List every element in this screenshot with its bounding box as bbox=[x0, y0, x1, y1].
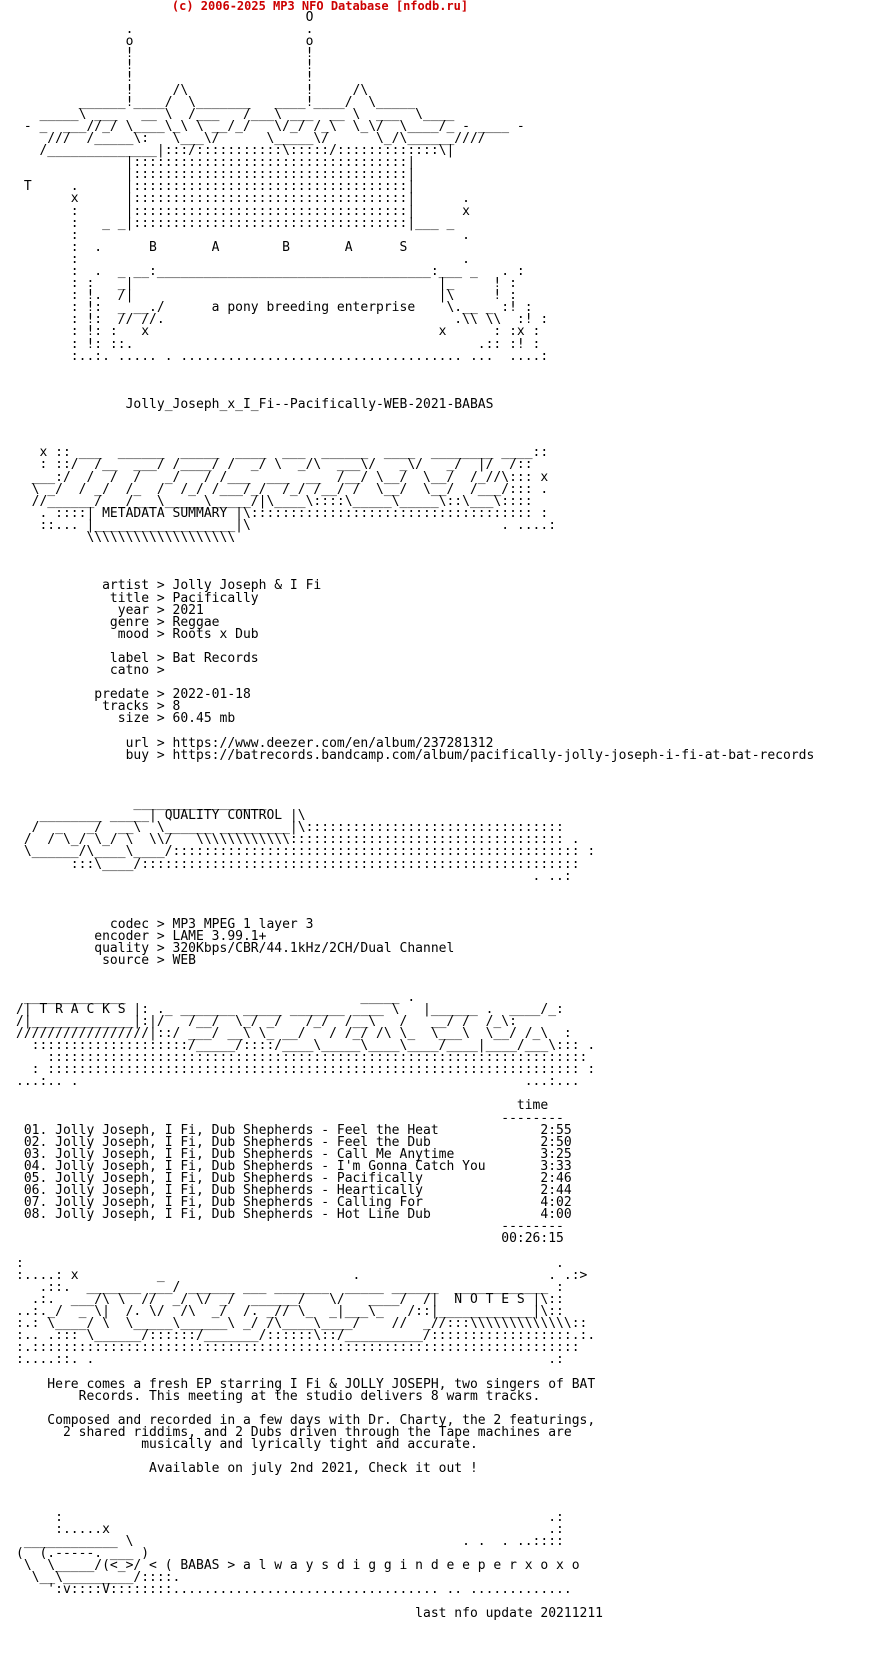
nfo-text: O . . o o ! ! ! ! ! ! ! /\ ! /\ ______!____/ \_______ ____!____/ \_____ _____\ ___ __ \ /___ /___\ ___ __ \ ___ \____ - _ ___//_/ \____\_\ \ __/_/ \/_/ /_\ \_\/ \____/_ - ____ - /// /_____\: \___\/ \_____\/ \_/\______//// /______________|:::/:::::::::::\:::::/:::::::::::::\| |:::::::::::::::::::::::::::::::::::| |:::::::::::::::::::::::::::::::::::| T . |:::::::::::::::::::::::::::::::::::| x |:::::::::::::::::::::::::::::::::::| . : |:::::::::::::::::::::::::::::::::::| x : _ _|:::::::::::::::::::::::::::::::::::|___ _ : . : . B A B A S : . : . _ __:___________________________________:___ _ . : : : _| |_ ! : : !. /| |\ ! : : !: _ __./ a pony breeding enterprise \.__ _ :! : : !: // //. .\\ \\ :! : : !: : x x : :x : : !: ::. .:: :! : :..:. ..... . .................................... ... ....: Jolly_Joseph_x_I_Fi--Pacifically-WEB-2021-BABAS x :: ___ ______ _____ ____ ___ ______ ____ ________ ____:: : ::/ /__ ___/ /____/ / _/ \ _/\ ___\/ _\/ _/ |/ /:: ___:/ / / / _/ / /___ ___ __ /__/ \__/ \__/ /_//\::: x \ _/ / _/ /_ / /_/ /___/_/ /_/ /__/ / \__/ \__/ /___/::: . //______/ /___\_____\_____/|\____\::::\_____\_____\::\___\:::: . ::::| METADATA SUMMARY |\:::::::::::::::::::::::::::::::::::: : ::... |__________________|\ . ....: \\\\\\\\\\\\\\\\\\\ artist > Jolly Joseph & I Fi title > Pacifically year > 2021 genre > Reggae mood > Roots x Dub label > Bat Records catno > predate > 2022-01-18 tracks > 8 size > 60.45 mb url > https://www.deezer.com/en/album/237281312 buy > https://batrecords.bandcamp.com/album/pacifically-jolly-joseph-i-fi-at-bat-records _________________ ________ _____| QUALITY CONTROL |\ / _ _/ __\ \______ _________|\::::::::::::::::::::::::::::::::: / / \_/ \_/ \ \\/ \\\\\\\\\\\\::::::::::::::::::::::::::::::::::: . \______/\____\____/:::::::::::::::::::::::::::::::::::::::::::::::::::: : :::\____/:::::::::::::::::::::::::::::::::::::::::::::::::::::::: . ..: codec > MP3 MPEG 1 layer 3 encoder > LAME 3.99.1+ quality > 320Kbps/CBR/44.1kHz/2CH/Dual Channel source > WEB _____________ _____ . /| T R A C K S |: ._ _______ _____ _______ ____ \ |______ . ____/_: /|_____________|:|/ /__/ \_/ _/ /_/ /__\ / __/ / /_\: /////////////////|::/ ___/ __\ \_ __/ / /_/ /\ \_ \___\ \__/ /_\ : ::::::::::::::::::::/_____/::::/____\_____\____\____/____|____/___\::: . ::::::::::::::::::::::::::::::::::::::::::::::::::::::::::::::::::::: : :::::::::::::::::::::::::::::::::::::::::::::::::::::::::::::::::::: : ...:.. . ...:... time -------- 01. Jolly Joseph, I Fi, Dub Shepherds - Feel the Heat 2:55 02. Jolly Joseph, I Fi, Dub Shepherds - Feel the Dub 2:50 03. Jolly Joseph, I Fi, Dub Shepherds - Call Me Anytime 3:25 04. Jolly Joseph, I Fi, Dub Shepherds - I'm Gonna Catch You 3:33 05. Jolly Joseph, I Fi, Dub Shepherds - Pacifically 2:46 06. Jolly Joseph, I Fi, Dub Shepherds - Heartically 2:44 07. Jolly Joseph, I Fi, Dub Shepherds - Calling For 4:02 08. Jolly Joseph, I Fi, Dub Shepherds - Hot Line Dub 4:00 -------- 00:26:15 : . :....: x _ . . .:> .::. _______ ___/ ______ ___ _______ _____ ______ ____________ : .:. ___/\ \ // _/ \/ _/ ______/ \/ ____/ /| N O T E S |\:: ..:._/ _ \| /. \/ /\ _/ /. _// \_ _|___\_ /::|____________|\:: :.: \____/ \ \_____\______\ _/ /\____\____/ // _//:::\\\\\\\\\\\\\:: :.. .::: \______/::::::/_______/::::::\::/__________/::::::::::::::::::.:. :.:::::::::::::::::::::::::::::::::::::::::::::::::::::::::::::::::::::: :....::. . .: Here comes a fresh EP starring I Fi & JOLLY JOSEPH, two singers of BAT Records. This meeting at the studio delivers 8 warm tracks. Composed and recorded in a few days with Dr. Charty, the 2 featurings, 2 shared riddims, and 2 Dubs driven through the Tape machines are musically and lyrically tight and accurate. Available on july 2nd 2021, Check it out ! : .: :.....x .: ____________ \ . . . ..:::: ( (.-----. ___ ) \ \_____/(<_>/ < ( BABAS > a l w a y s d i g g i n d e e p e r x o x o \__\_________/::::. ':v::::V::::::::.................................. .. ............. last nfo update 20211211 bbox=[16, 10, 815, 1622]
site-copyright-header: (c) 2006-2025 MP3 NFO Database [nfodb.ru] bbox=[171, 0, 469, 13]
